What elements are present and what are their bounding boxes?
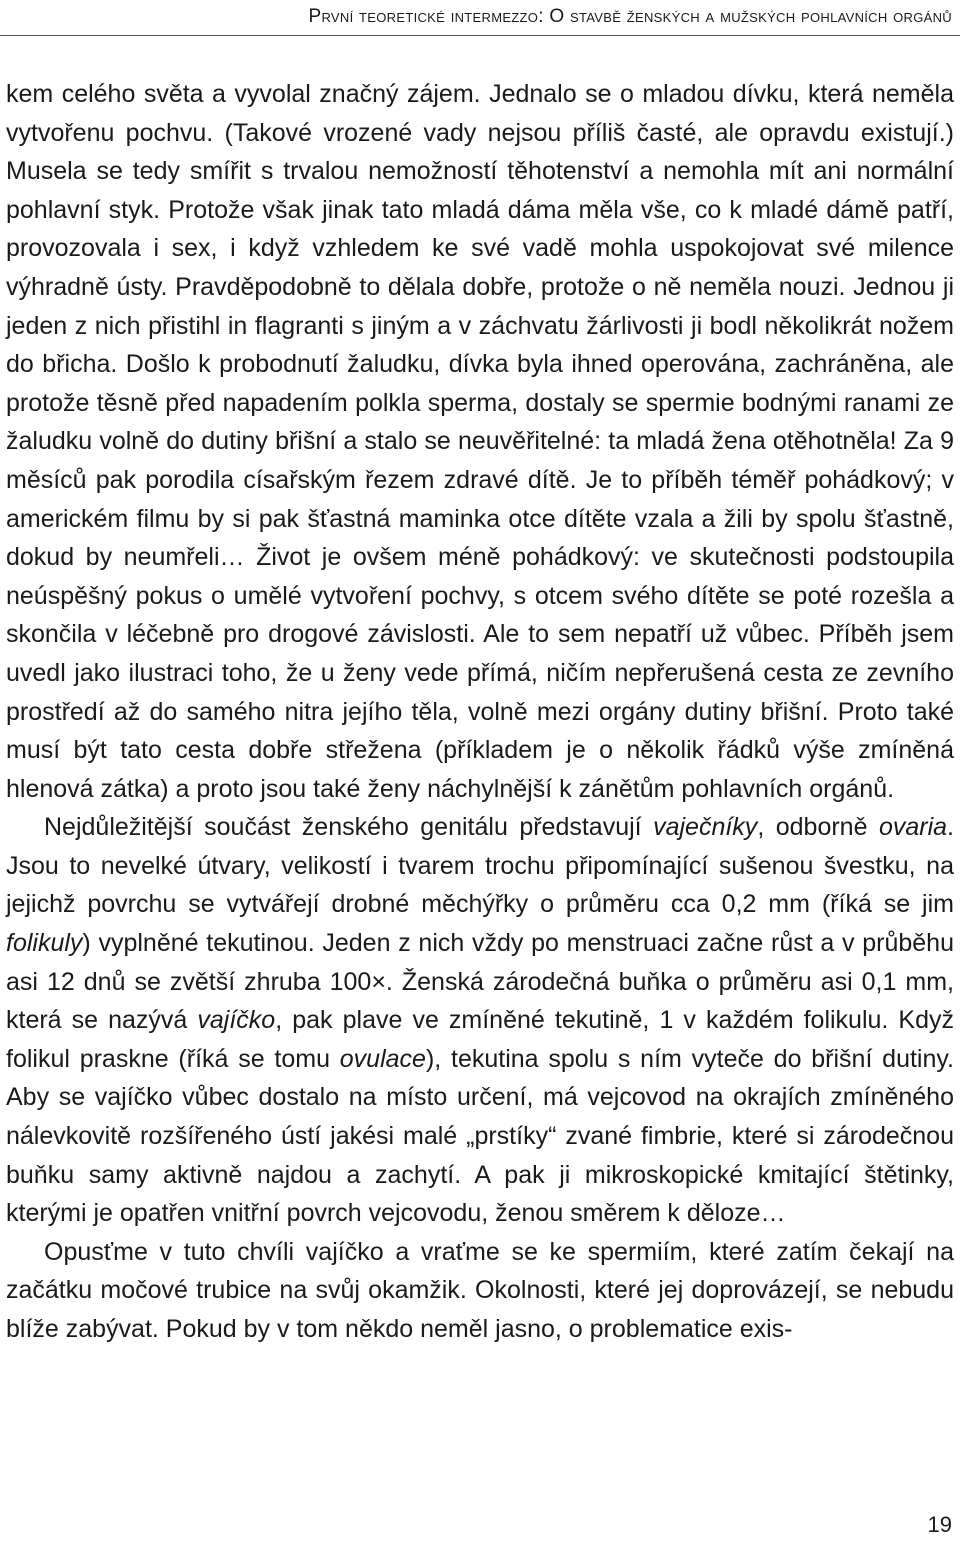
text-run: . Jsou to nevelké útvary, velikostí i tvarem trochu připomínající sušenou švestku, na jejichž povrchu se vytvářejí drobné měchýřky o průměru cca 0,2 mm (říká se jim	[6, 813, 954, 919]
text-run: Opusťme v tuto chvíli vajíčko a vraťme se ke spermiím, které zatím čekají na začátku močové trubice na svůj okamžik. Okolnosti, které jej doprovázejí, se nebudu blíže zabývat. Pokud by v tom někdo neměl jasno, o problematice exis-	[6, 1237, 954, 1343]
text-run: , odborně	[757, 813, 879, 842]
paragraph-1	[6, 75, 954, 808]
text-run: Nejdůležitější součást ženského genitálu představují	[44, 813, 654, 842]
term-vajecniky: vaječníky	[653, 813, 758, 842]
header-rule	[0, 35, 960, 36]
text-run: kem celého světa a vyvolal značný zájem. Jednalo se o mladou dívku, která neměla vytvořenu pochvu. (Takové vrozené vady nejsou příliš časté, ale opravdu existují.) Musela se tedy smířit s trvalou nemožností těhotenství a nemohla mít ani normální pohlavní styk. Protože však jinak tato mladá dáma měla vše, co k mladé dámě patří, provozovala i sex, i když vzhledem ke své vadě mohla uspokojovat své milence výhradně ústy. Pravděpodobně to dělala dobře, protože o ně neměla nouzi. Jednou ji jeden z nich přistihl in flagranti s jiným a v záchvatu žárlivosti ji bodl několikrát nožem do břicha. Došlo k probodnutí žaludku, dívka byla ihned operována, zachráněna, ale protože těsně před napadením polkla sperma, dostaly se spermie bodnými ranami ze žaludku volně do dutiny břišní a stalo se neuvěřitelné: ta mladá žena otěhotněla! Za 9 měsíců pak porodila císařským řezem zdravé dítě. Je to příběh téměř pohádkový; v americkém filmu by si pak šťastná maminka otce dítěte vzala a žili by spolu šťastně, dokud by neumřeli… Život je ovšem méně pohádkový: ve skutečnosti podstoupila neúspěšný pokus o umělé vytvoření pochvy, s otcem svého dítěte se poté rozešla a skončila v léčebně pro drogové závislosti. Ale to sem nepatří už vůbec. Příběh jsem uvedl jako ilustraci toho, že u ženy vede přímá, ničím nepřerušená cesta ze zevního prostředí až do samého nitra jejího těla, volně mezi orgány dutiny břišní. Proto také musí být tato cesta dobře střežena (příkladem je o několik řádků výše zmíněná hlenová zátka) a proto jsou také ženy náchylnější k zánětům pohlavních orgánů.	[6, 80, 954, 803]
paragraph-3	[6, 1233, 954, 1349]
text-run: ), tekutina spolu s ním vyteče do břišní dutiny. Aby se vajíčko vůbec dostalo na místo určení, má vejcovod na okrajích zmíněného nálevkovitě rozšířeného ústí jakési malé „prstíky“ zvané fimbrie, které si zárodečnou buňku samy aktivně najdou a zachytí. A pak ji mikroskopické kmitající štětinky, kterými je opatřen vnitřní povrch vejcovodu, ženou směrem k děloze…	[6, 1044, 954, 1228]
text-run: , pak plave ve zmíněné tekutině, 1 v každém folikulu. Když folikul praskne (říká se tomu	[6, 1006, 955, 1073]
running-header: První teoretické intermezzo: O stavbě ženských a mužských pohlavních orgánů	[308, 6, 952, 27]
term-ovulace: ovulace	[339, 1044, 426, 1073]
term-vajicko: vajíčko	[197, 1006, 276, 1035]
term-folikuly: folikuly	[6, 929, 83, 958]
paragraph-2	[6, 808, 954, 1233]
term-ovaria: ovaria	[878, 813, 948, 842]
body-text	[6, 75, 954, 1349]
page-number: 19	[927, 1512, 952, 1537]
text-run: ) vyplněné tekutinou. Jeden z nich vždy po menstruaci začne růst a v průběhu asi 12 dnů se zvětší zhruba 100×. Ženská zárodečná buňka o průměru asi 0,1 mm, která se nazývá	[6, 929, 954, 1035]
